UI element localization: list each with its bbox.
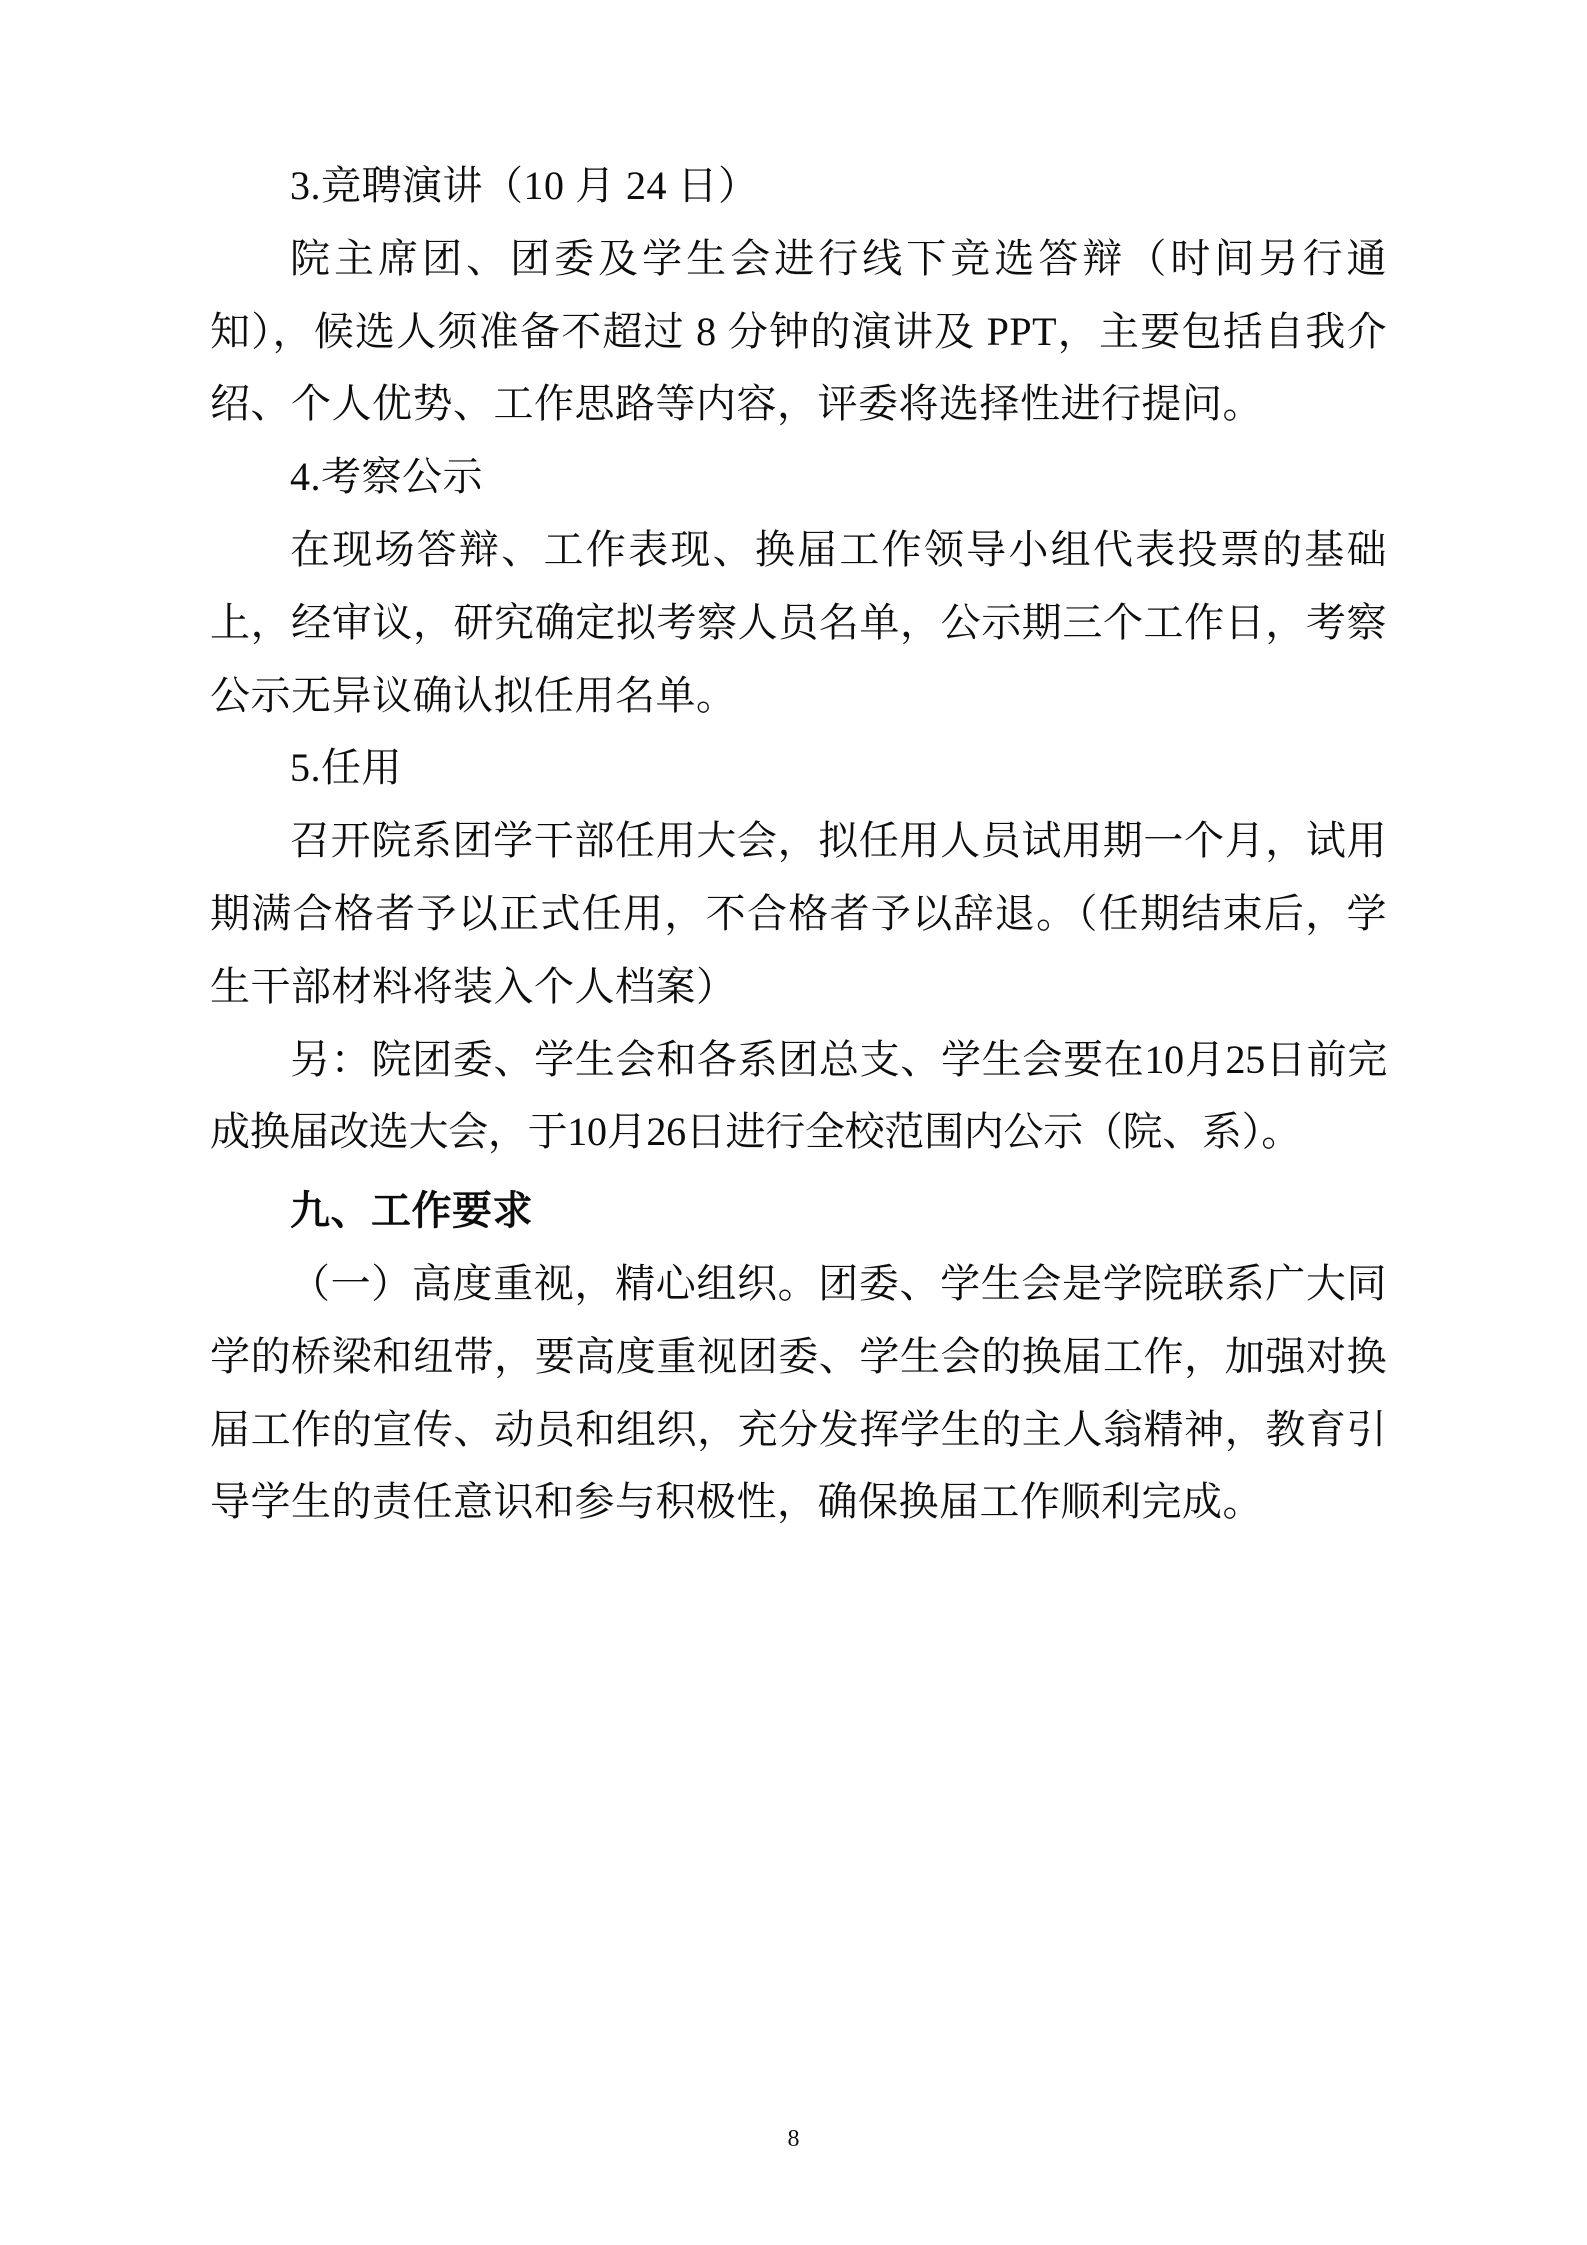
document-body bbox=[210, 150, 1387, 1539]
additional-note-paragraph: 另：院团委、学生会和各系团总支、学生会要在10月25日前完成换届改选大会，于10月26日进行全校范围内公示（院、系）。 bbox=[210, 1036, 1387, 1155]
section-4-heading: 4.考察公示 bbox=[290, 454, 483, 500]
page-number: 8 bbox=[787, 2126, 800, 2152]
section-3-heading: 3.竞聘演讲（10 月 24 日） bbox=[290, 163, 759, 208]
section-4-paragraph: 在现场答辩、工作表现、换届工作领导小组代表投票的基础上，经审议，研究确定拟考察人员名单，公示期三个工作日，考察公示无异议确认拟任用名单。 bbox=[210, 526, 1387, 718]
section-5-heading: 5.任用 bbox=[290, 745, 402, 791]
section-5-paragraph: 召开院系团学干部任用大会，拟任用人员试用期一个月，试用期满合格者予以正式任用，不合格者予以辞退。（任期结束后，学生干部材料将装入个人档案） bbox=[210, 818, 1387, 1009]
section-9-heading: 九、工作要求 bbox=[290, 1188, 533, 1234]
section-9-item-1-paragraph: （一）高度重视，精心组织。团委、学生会是学院联系广大同学的桥梁和纽带，要高度重视团委、学生会的换届工作，加强对换届工作的宣传、动员和组织，充分发挥学生的主人翁精神，教育引导学生的责任意识和参与积极性，确保换届工作顺利完成。 bbox=[210, 1260, 1387, 1525]
section-3-paragraph: 院主席团、团委及学生会进行线下竞选答辩（时间另行通知），候选人须准备不超过 8 分钟的演讲及 PPT，主要包括自我介绍、个人优势、工作思路等内容，评委将选择性进行提问。 bbox=[210, 235, 1387, 427]
